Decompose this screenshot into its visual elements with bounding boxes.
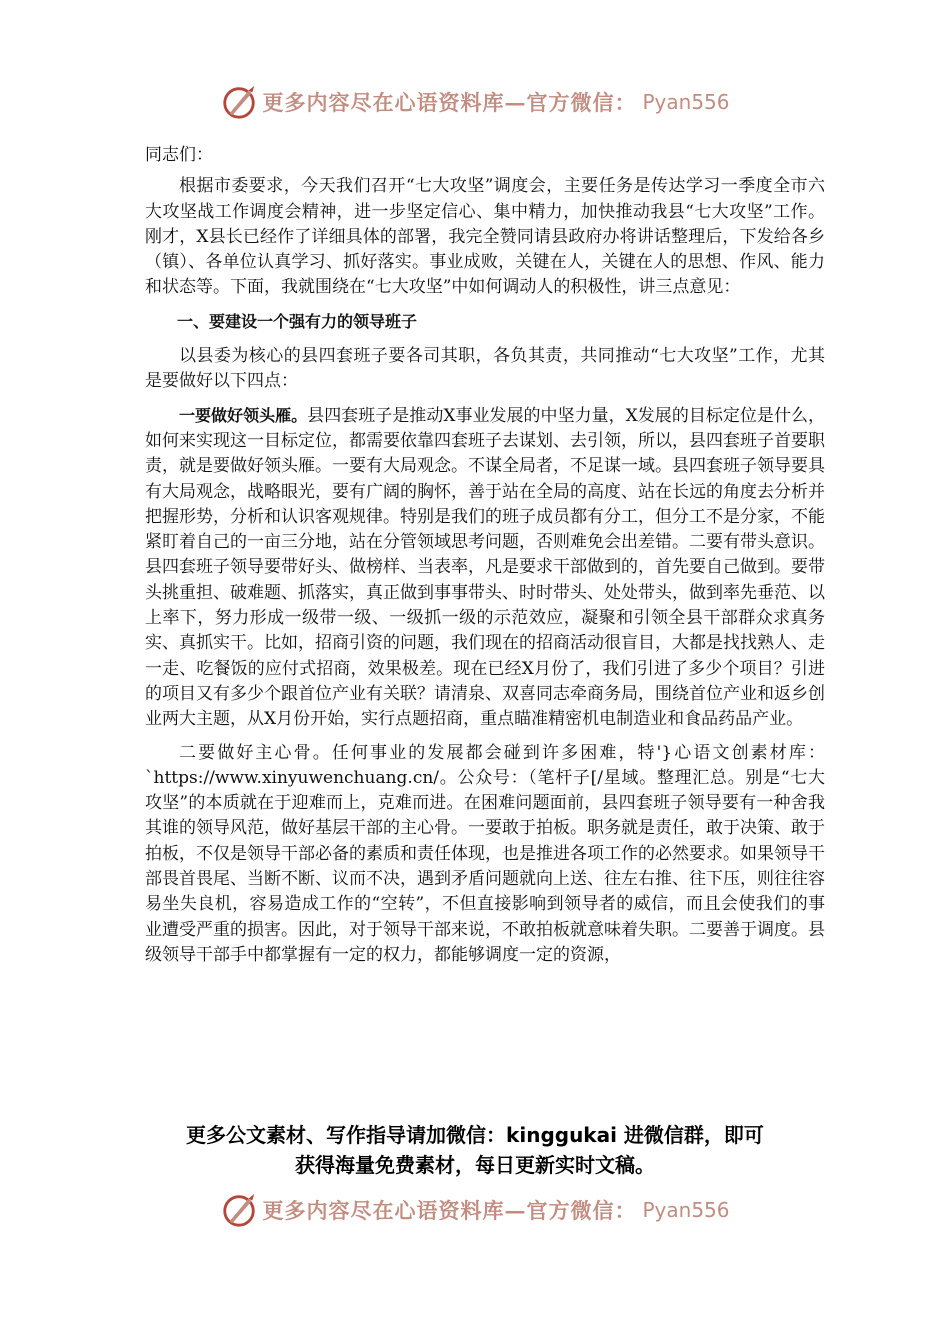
banner-text: 更多内容尽在心语资料库—官方微信： bbox=[262, 1198, 637, 1223]
section-intro-paragraph: 以县委为核心的县四套班子要各司其职，各负其责，共同推动“七大攻坚”工作，尤其是要做好以下四点： bbox=[145, 346, 825, 392]
promo-line-1: 更多公文素材、写作指导请加微信：kinggukai 进微信群，即可 bbox=[186, 1123, 764, 1147]
point-one-paragraph bbox=[145, 403, 825, 733]
point-one-body: 县四套班子是推动X事业发展的中坚力量，X发展的目标定位是什么，如何来实现这一目标定位，都需要依靠四套班子去谋划、去引领，所以，县四套班子首要职责，就是要做好领头雁。一要有大局观念。不谋全局者，不足谋一域。县四套班子领导要具有大局观念，战略眼光，要有广阔的胸怀，善于站在全局的高度、站在长远的角度去分析并把握形势，分析和认识客观规律。特别是我们的班子成员都有分工，但分工不是分家，不能紧盯着自己的一亩三分地，站在分管领域思考问题，否则难免会出差错。二要有带头意识。县四套班子领导要带好头、做榜样、当表率，凡是要求干部做到的，首先要自己做到。要带头挑重担、破难题、抓落实，真正做到事事带头、时时带头、处处带头，做到率先垂范、以上率下，努力形成一级带一级、一级抓一级的示范效应，凝聚和引领全县干部群众求真务实、真抓实干。比如，招商引资的问题，我们现在的招商活动很盲目，大都是找找熟人、走一走、吃餐饭的应付式招商，效果极差。现在已经X月份了，我们引进了多少个项目？引进的项目又有多少个跟首位产业有关联？请清泉、双喜同志牵商务局，围绕首位产业和返乡创业两大主题，从X月份开始，实行点题招商，重点瞄准精密机电制造业和食品药品产业。 bbox=[145, 405, 825, 730]
intro-paragraph: 根据市委要求，今天我们召开“七大攻坚”调度会，主要任务是传达学习一季度全市六大攻坚战工作调度会精神，进一步坚定信心、集中精力，加快推动我县“七大攻坚”工作。刚才，X县长已经作了详细具体的部署，我完全赞同请县政府办将讲话整理后，下发给各乡（镇）、各单位认真学习、抓好落实。事业成败，关键在人，关键在人的思想、作风、能力和状态等。下面，我就围绕在“七大攻坚”中如何调动人的积极性，讲三点意见： bbox=[145, 176, 825, 298]
promo-line-2: 获得海量免费素材，每日更新实时文稿。 bbox=[295, 1153, 655, 1177]
quill-logo-icon bbox=[220, 1191, 258, 1229]
point-two-paragraph: 二要做好主心骨。任何事业的发展都会碰到许多困难，特'}心语文创素材库：`https://www.xinyuwenchuang.cn/。公众号：（笔杆子[/星域。整理汇总。别是“七大攻坚”的本质就在于迎难而上，克难而进。在困难问题面前，县四套班子领导要有一种舍我其谁的领导风范，做好基层干部的主心骨。一要敢于拍板。职务就是责任，敢于决策、敢于拍板，不仅是领导干部必备的素质和责任体现，也是推进各项工作的必然要求。如果领导干部畏首畏尾、当断不断、议而不决，遇到矛盾问题就向上送、往左右推、往下压，则往往容易坐失良机，容易造成工作的“空转”，不但直接影响到领导者的威信，而且会使我们的事业遭受严重的损害。因此，对于领导干部来说，不敢拍板就意味着失职。二要善于调度。县级领导干部手中都掌握有一定的权力，都能够调度一定的资源， bbox=[145, 742, 825, 965]
banner-wechat-id: Pyan556 bbox=[642, 90, 730, 114]
footer-banner bbox=[0, 1190, 950, 1230]
header-banner bbox=[0, 82, 950, 122]
point-one-lead: 一要做好领头雁。 bbox=[179, 405, 308, 425]
greeting: 同志们： bbox=[145, 145, 213, 165]
document-body bbox=[145, 143, 825, 976]
quill-logo-icon bbox=[220, 83, 258, 121]
section-heading: 一、要建设一个强有力的领导班子 bbox=[177, 311, 418, 331]
promo-notice bbox=[110, 1120, 840, 1180]
banner-text: 更多内容尽在心语资料库—官方微信： bbox=[262, 90, 637, 115]
banner-wechat-id: Pyan556 bbox=[642, 1198, 730, 1222]
